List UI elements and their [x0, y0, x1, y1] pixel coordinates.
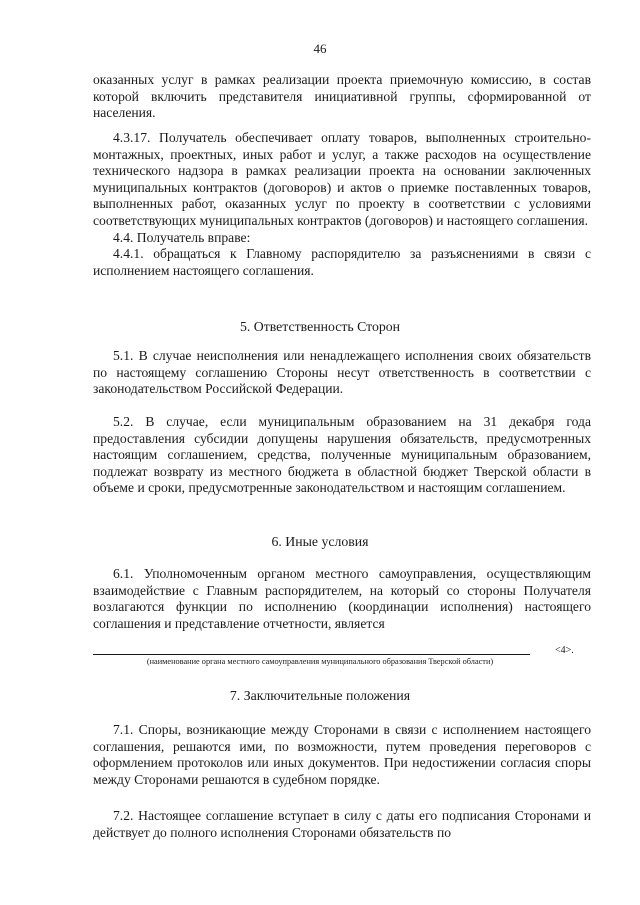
- clause-7-2-block: [93, 808, 591, 841]
- section-5-title: 5. Ответственность Сторон: [239, 319, 401, 334]
- page-number: 46: [313, 41, 327, 56]
- fill-in-line: [93, 654, 530, 655]
- clause-7-1-block: [93, 722, 591, 788]
- section-7-title: 7. Заключительные положения: [229, 688, 411, 703]
- clause-7-2: 7.2. Настоящее соглашение вступает в силу с даты его подписания Сторонами и действует до полного исполнения Сторонами обязательств по: [93, 808, 591, 840]
- clause-5-1: 5.1. В случае неисполнения или ненадлежащего исполнения своих обязательств по настоящему соглашению Стороны несут ответственность в соответствии с законодательством Российской Федерации.: [93, 348, 591, 397]
- section-6-title: 6. Иные условия: [271, 534, 369, 549]
- footnote-mark: <4>.: [555, 645, 574, 656]
- clause-6-1-block: [93, 566, 591, 632]
- clause-5-2-block: [93, 414, 591, 497]
- clause-4-4: 4.4. Получатель вправе:: [113, 229, 251, 245]
- paragraph-text: оказанных услуг в рамках реализации проекта приемочную комиссию, в состав которой включить представителя инициативной группы, сформированной от населения.: [93, 72, 591, 121]
- clause-5-1-block: [93, 348, 591, 398]
- clause-4-4-1: 4.4.1. обращаться к Главному распорядителю за разъяснениями в связи с исполнением настоящего соглашения.: [93, 246, 591, 278]
- clause-4-3-17-block: [93, 130, 591, 279]
- clause-7-1: 7.1. Споры, возникающие между Сторонами в связи с исполнением настоящего соглашения, решаются ими, по возможности, путем проведения переговоров с оформлением протоколов или иных документов. При недостижении согласия споры между Сторонами решаются в судебном порядке.: [93, 722, 591, 787]
- clause-6-1: 6.1. Уполномоченным органом местного самоуправления, осуществляющим взаимодействие с Главным распорядителем, на который со стороны Получателя возлагаются функции по исполнению (координации исполнения) настоящего соглашения и представление отчетности, является: [93, 566, 591, 631]
- paragraph-continuation: [93, 72, 591, 122]
- fill-in-caption: (наименование органа местного самоуправления муниципального образования Тверской области): [146, 657, 494, 666]
- clause-5-2: 5.2. В случае, если муниципальным образованием на 31 декабря года предоставления субсидии допущены нарушения обязательств, предусмотренных настоящим соглашением, средства, полученные муниципальным образованием, подлежат возврату из местного бюджета в областной бюджет Тверской области в объеме и сроки, предусмотренные законодательством и настоящим соглашением.: [93, 414, 591, 496]
- clause-4-3-17: 4.3.17. Получатель обеспечивает оплату товаров, выполненных строительно-монтажных, проектных, иных работ и услуг, а также расходов на осуществление технического надзора в рамках реализации проекта на основании заключенных муниципальных контрактов (договоров) и актов о приемке поставленных товаров, выполненных работ, оказанных услуг по проекту в соответствии с условиями соответствующих муниципальных контрактов (договоров) и настоящего соглашения.: [93, 130, 591, 228]
